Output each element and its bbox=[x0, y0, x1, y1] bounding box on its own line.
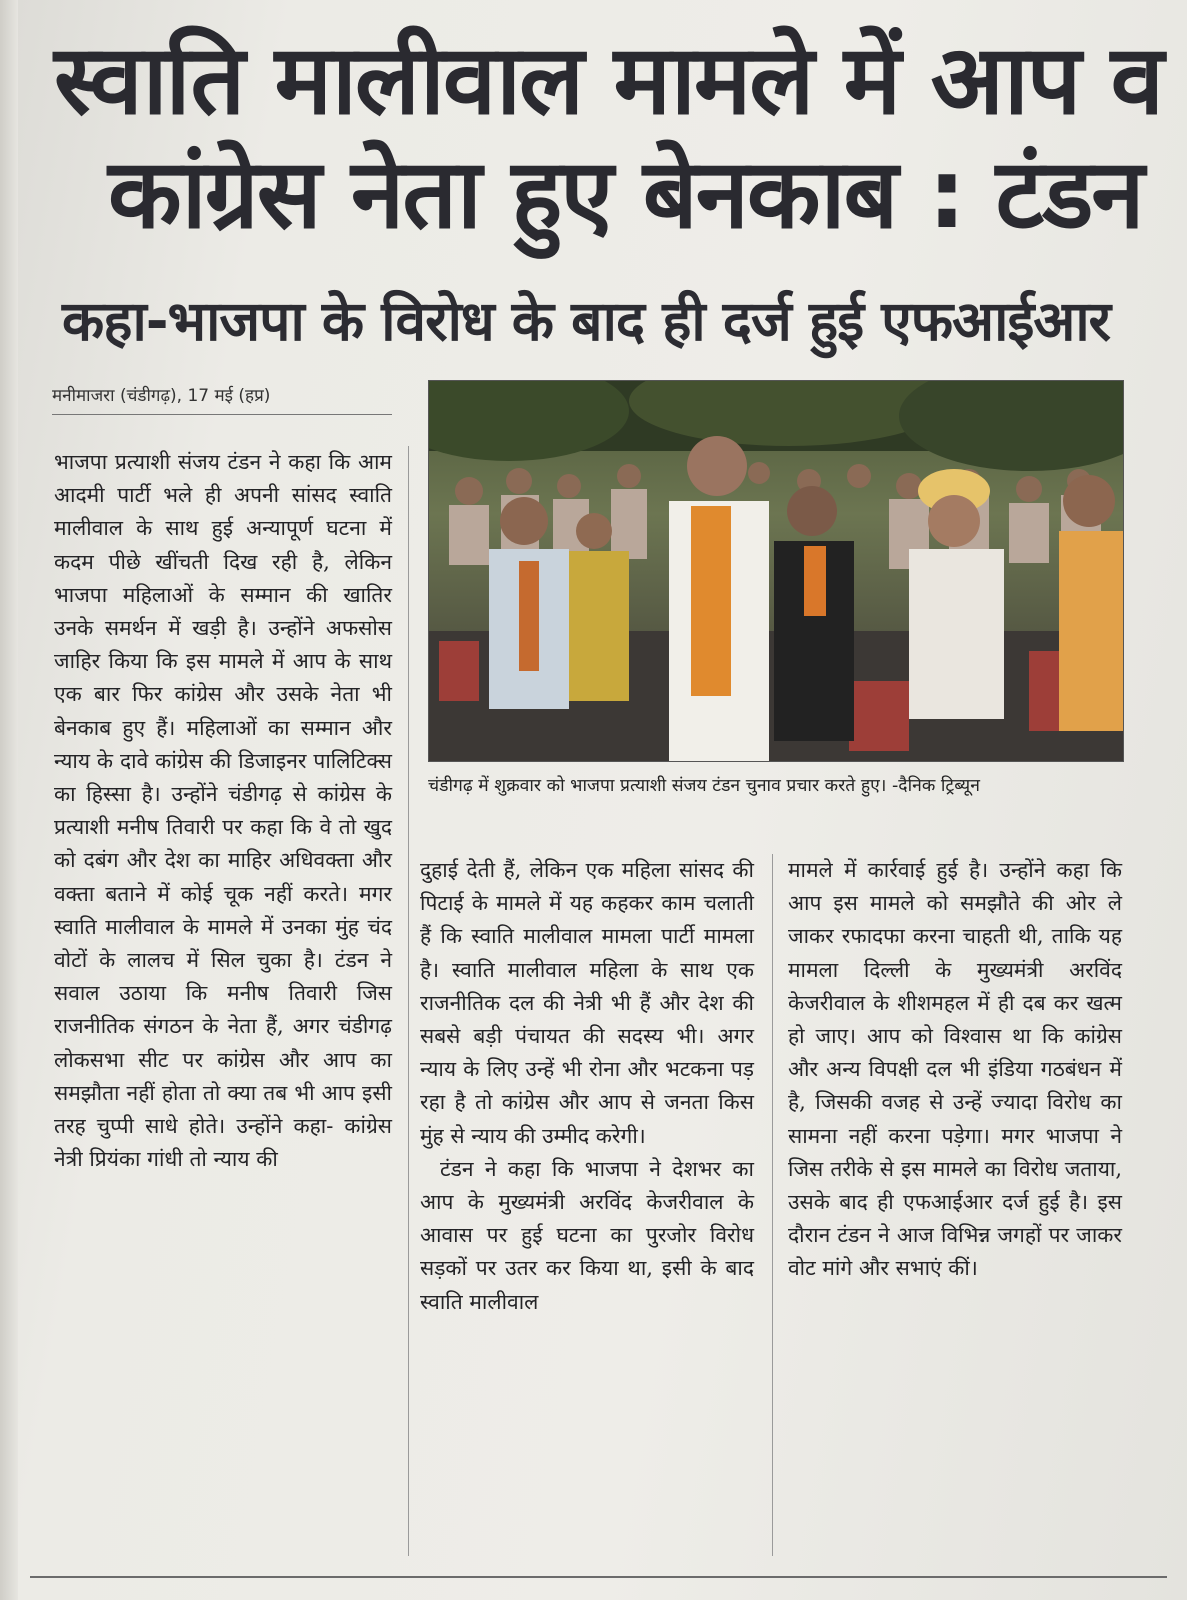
subheadline: कहा-भाजपा के विरोध के बाद ही दर्ज हुई एफआईआर bbox=[62, 289, 1111, 353]
column-divider bbox=[408, 446, 409, 1556]
headline-line-1: स्वाति मालीवाल मामले में आप व bbox=[54, 24, 1163, 136]
crowd-photo-illustration bbox=[429, 381, 1123, 761]
dateline: मनीमाजरा (चंडीगढ़), 17 मई (हप्र) bbox=[52, 383, 392, 415]
column-divider bbox=[772, 854, 773, 1556]
adjacent-article-edge bbox=[1165, 680, 1187, 1580]
bottom-rule bbox=[30, 1576, 1167, 1578]
column-2-paragraph-1: दुहाई देती हैं, लेकिन एक महिला सांसद की पिटाई के मामले में यह कहकर काम चलाती हैं कि स्वाति मालीवाल मामला पार्टी मामला है। स्वाति मालीवाल महिला के साथ एक राजनीतिक दल की नेत्री भी हैं और देश की सबसे बड़ी पंचायत की सदस्य भी। अगर न्याय के लिए उन्हें भी रोना और भटकना पड़ रहा है तो कांग्रेस और आप से जनता किस मुंह से न्याय की उम्मीद करेगी। bbox=[420, 858, 754, 1148]
headline-line-2: कांग्रेस नेता हुए बेनकाब : टंडन bbox=[108, 138, 1143, 250]
page-edge bbox=[0, 0, 18, 1600]
article-column-2 bbox=[420, 854, 754, 1319]
news-photo bbox=[428, 380, 1124, 762]
article-column-1: भाजपा प्रत्याशी संजय टंडन ने कहा कि आम आदमी पार्टी भले ही अपनी सांसद स्वाति मालीवाल के साथ हुई अन्यापूर्ण घटना में कदम पीछे खींचती दिख रही है, लेकिन भाजपा महिलाओं के सम्मान की खातिर उनके समर्थन में खड़ी है। उन्होंने अफसोस जाहिर किया कि इस मामले में आप के साथ एक बार फिर कांग्रेस और उसके नेता भी बेनकाब हुए हैं। महिलाओं का सम्मान और न्याय के दावे कांग्रेस की डिजाइनर पालिटिक्स का हिस्सा है। उन्होंने चंडीगढ़ से कांग्रेस के प्रत्याशी मनीष तिवारी पर कहा कि वे तो खुद को दबंग और देश का माहिर अधिवक्ता और वक्ता बताने में कोई चूक नहीं करते। मगर स्वाति मालीवाल के मामले में उनका मुंह चंद वोटों के लालच में सिल चुका है। टंडन ने सवाल उठाया कि मनीष तिवारी जिस राजनीतिक संगठन के नेता हैं, अगर चंडीगढ़ लोकसभा सीट पर कांग्रेस और आप का समझौता नहीं होता तो क्या तब भी आप इसी तरह चुप्पी साधे होते। उन्होंने कहा- कांग्रेस नेत्री प्रियंका गांधी तो न्याय की bbox=[54, 450, 392, 1172]
article-column-3: मामले में कार्रवाई हुई है। उन्होंने कहा कि आप इस मामले को समझौते की ओर ले जाकर रफादफा करना चाहती थी, ताकि यह मामला दिल्ली के मुख्यमंत्री अरविंद केजरीवाल के शीशमहल में ही दब कर खत्म हो जाए। आप को विश्वास था कि कांग्रेस और अन्य विपक्षी दल भी इंडिया गठबंधन में है, जिसकी वजह से उन्हें ज्यादा विरोध का सामना नहीं करना पड़ेगा। मगर भाजपा ने जिस तरीके से इस मामले का विरोध जताया, उसके बाद ही एफआईआर दर्ज हुई है। इस दौरान टंडन ने आज विभिन्न जगहों पर जाकर वोट मांगे और सभाएं कीं। bbox=[788, 858, 1122, 1281]
photo-caption: चंडीगढ़ में शुक्रवार को भाजपा प्रत्याशी संजय टंडन चुनाव प्रचार करते हुए। -दैनिक ट्रिब्यून bbox=[428, 776, 980, 796]
column-2-paragraph-2: टंडन ने कहा कि भाजपा ने देशभर का आप के मुख्यमंत्री अरविंद केजरीवाल के आवास पर हुई घटना का पुरजोर विरोध सड़कों पर उतर कर किया था, इसी के बाद स्वाति मालीवाल bbox=[420, 1156, 754, 1314]
